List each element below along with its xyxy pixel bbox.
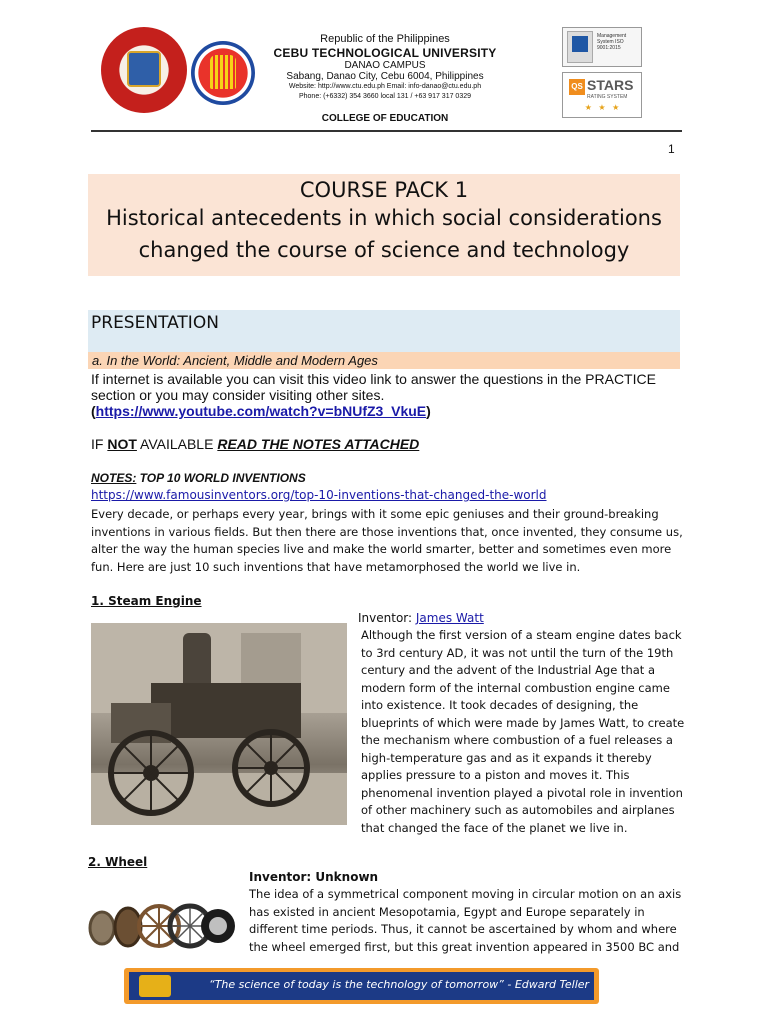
header-website-email: Website: http://www.ctu.edu.ph Email: info-danao@ctu.edu.ph <box>288 83 482 90</box>
tuv-certification-badge <box>562 27 642 67</box>
header-phone: Phone: (+6332) 354 3660 local 131 / +63 917 317 0329 <box>298 93 472 100</box>
video-instructions <box>91 371 681 419</box>
course-pack-title-line2: changed the course of science and technology <box>138 238 630 262</box>
inventor-label: Inventor: <box>358 611 416 625</box>
available-text: AVAILABLE <box>136 436 218 452</box>
notes-heading <box>91 471 306 485</box>
video-link-line: (https://www.youtube.com/watch?v=bNUfZ3_VkuE) <box>91 403 431 419</box>
instruction-line2: section or you may consider visiting other sites. <box>91 387 385 403</box>
cert-text: Management System ISO 9001:2015 <box>597 33 627 51</box>
header-campus: DANAO CAMPUS <box>344 60 426 71</box>
steam-engine-inventor <box>358 611 484 625</box>
presentation-heading: PRESENTATION <box>91 313 219 333</box>
if-text: IF <box>91 436 108 452</box>
header-address: Sabang, Danao City, Cebu 6004, Philippines <box>286 71 484 82</box>
famous-inventors-link[interactable]: https://www.famousinventors.org/top-10-inventions-that-changed-the-world <box>91 488 547 502</box>
wheel-heading: 2. Wheel <box>88 855 148 869</box>
read-notes-instruction <box>91 436 419 452</box>
youtube-video-link[interactable]: https://www.youtube.com/watch?v=bNUfZ3_VkuE <box>95 403 427 419</box>
course-pack-number: COURSE PACK 1 <box>299 178 469 202</box>
qs-rating-system: RATING SYSTEM <box>587 94 628 100</box>
qs-stars-badge <box>562 72 642 118</box>
header-college: COLLEGE OF EDUCATION <box>321 113 449 124</box>
notes-title: TOP 10 WORLD INVENTIONS <box>136 471 306 485</box>
header-divider <box>91 130 682 132</box>
presentation-heading-box <box>88 310 680 352</box>
james-watt-link[interactable]: James Watt <box>415 611 484 625</box>
page-number: 1 <box>668 142 675 156</box>
inventions-intro-paragraph: Every decade, or perhaps every year, brings with it some epic geniuses and their ground-breaking inventions in various fields. But then there are those inventions that, once invented, they consume us, alter the way the human species live and make the world smarter, better and sometimes even more fun. Here are just 10 such inventions that have metamorphosed the world we live in. <box>91 507 683 574</box>
wheel-description: The idea of a symmetrical component moving in circular motion on an axis has existed in ancient Mesopotamia, Egypt and Europe separately in different time periods. Thus, it cannot be ascertained by whom and where the wheel emerged first, but this great invention appeared in 3500 BC and <box>249 887 682 954</box>
course-pack-title-box <box>88 174 680 276</box>
ctu-seal-logo <box>101 27 187 113</box>
not-emphasis: NOT <box>107 436 137 452</box>
steam-engine-photo <box>91 623 347 825</box>
header-university: CEBU TECHNOLOGICAL UNIVERSITY <box>273 46 497 60</box>
qs-stars-title: STARS <box>587 77 634 93</box>
asean-logo <box>191 41 255 105</box>
qs-icon: QS <box>569 79 585 95</box>
star-rating-icons: ★ ★ ★ <box>584 103 622 112</box>
instruction-line1: If internet is available you can visit this video link to answer the questions in the PRACTICE <box>91 371 656 387</box>
wheel-inventor: Inventor: Unknown <box>249 870 379 884</box>
course-pack-title-line1: Historical antecedents in which social considerations <box>106 206 662 230</box>
read-notes-emphasis: READ THE NOTES ATTACHED <box>217 436 420 452</box>
ctu-footer-logo <box>139 975 171 997</box>
subheading-box <box>88 352 680 369</box>
notes-label: NOTES: <box>91 471 137 485</box>
steam-engine-description: Although the first version of a steam engine dates back to 3rd century AD, it was not until the turn of the 19th century and the advent of the Industrial Age that a modern form of the internal combustion engine came into existence. It took decades of designing, the blueprints of which were made by James Watt, to create the mechanism where combustion of a fuel releases a high-temperature gas and as it expands it thereby applies pressure to a piston and moves it. This phenomenal invention played a pivotal role in invention of other machinery such as automobiles and airplanes that changed the face of the planet we live in. <box>361 628 685 835</box>
footer-quote: “The science of today is the technology of tomorrow” - Edward Teller <box>209 978 590 991</box>
header-republic: Republic of the Philippines <box>320 33 450 45</box>
world-ages-subheading: a. In the World: Ancient, Middle and Modern Ages <box>92 353 378 368</box>
steam-engine-heading: 1. Steam Engine <box>91 594 202 608</box>
wheel-evolution-photo <box>88 902 236 950</box>
footer-quote-banner <box>124 968 599 1004</box>
